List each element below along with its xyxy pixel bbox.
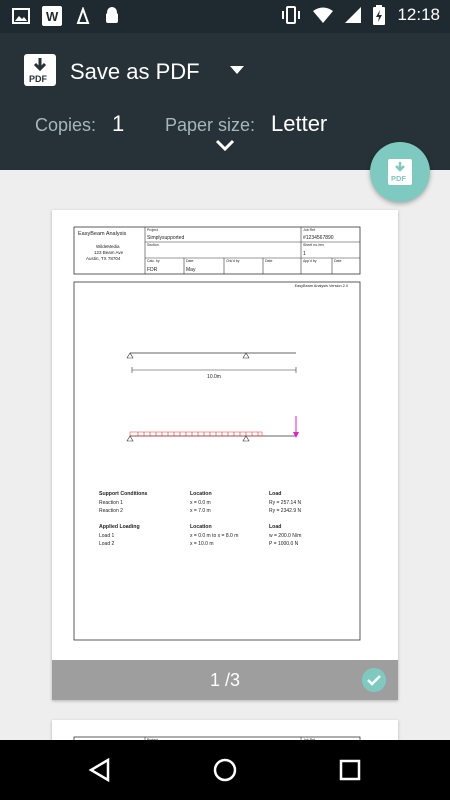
page-indicator: 1 /3 <box>209 670 241 690</box>
clock: 12:18 <box>397 5 440 24</box>
svg-text:x = 0.0 m to x = 8.0 m: x = 0.0 m to x = 8.0 m <box>190 533 239 539</box>
address-line-3: Austin, TX 78704 <box>86 256 121 261</box>
copies-value[interactable]: 1 <box>112 111 125 136</box>
signal-icon <box>345 7 361 23</box>
check-icon[interactable] <box>362 668 386 692</box>
svg-text:Ry = 257.14 N: Ry = 257.14 N <box>269 500 302 506</box>
status-bar <box>0 0 450 33</box>
image-icon <box>12 8 30 24</box>
project-label: Project <box>147 228 158 232</box>
w-app-icon <box>42 6 62 26</box>
date2-label: Date <box>265 259 273 263</box>
distributed-load <box>138 432 258 436</box>
vibrate-icon <box>281 6 301 24</box>
job-value: #1234567890 <box>303 235 334 241</box>
recents-icon[interactable] <box>339 758 361 782</box>
svg-text:Support Conditions: Support Conditions <box>99 491 148 497</box>
svg-text:W: W <box>46 9 59 24</box>
section-label: Section <box>147 243 159 247</box>
svg-text:Load: Load <box>269 524 282 530</box>
company-name: EasyBeam Analysis <box>78 231 127 237</box>
battery-icon <box>373 5 385 25</box>
svg-text:PDF: PDF <box>391 174 406 183</box>
calc-value: FDR <box>147 267 158 273</box>
svg-text:Location: Location <box>190 491 212 497</box>
navigation-bar <box>0 740 450 800</box>
job-label: Job Ref. <box>303 228 317 232</box>
copies-label: Copies: <box>35 115 97 135</box>
sheet-value: 1 <box>303 251 306 257</box>
date-label: Date <box>186 259 194 263</box>
svg-text:Applied Loading: Applied Loading <box>99 524 140 530</box>
svg-text:Load 2: Load 2 <box>99 541 115 547</box>
svg-text:x = 10.0 m: x = 10.0 m <box>190 541 214 547</box>
date3-label: Date <box>334 259 342 263</box>
wifi-icon <box>313 7 333 23</box>
svg-text:Load 1: Load 1 <box>99 533 115 539</box>
svg-text:Ry = 2342.9 N: Ry = 2342.9 N <box>269 508 302 514</box>
pdf-file-icon <box>24 54 56 86</box>
address-line-1: WildeMedia <box>96 244 120 249</box>
back-icon[interactable] <box>88 758 110 782</box>
sheet-label: Sheet no./rev. <box>303 243 325 247</box>
address-line-2: 123 Beam Ave <box>94 250 124 255</box>
chevron-down-icon[interactable] <box>215 139 235 151</box>
svg-text:PDF: PDF <box>29 74 47 84</box>
svg-text:Reaction 1: Reaction 1 <box>99 500 123 506</box>
svg-text:P = 1000.0 N: P = 1000.0 N <box>269 541 299 547</box>
svg-text:x = 0.0 m: x = 0.0 m <box>190 500 211 506</box>
date-value: May <box>186 267 196 273</box>
page-footer <box>52 660 398 700</box>
cloud-icon <box>74 7 92 25</box>
svg-text:w = 200.0 N/m: w = 200.0 N/m <box>269 533 302 539</box>
paper-size-label: Paper size: <box>165 115 256 135</box>
checked-label: Chk'd by <box>226 259 240 263</box>
pdf-download-icon <box>388 159 412 185</box>
span-label: 10.0m <box>207 374 221 380</box>
dropdown-arrow-icon[interactable] <box>230 66 244 74</box>
svg-text:x = 7.0 m: x = 7.0 m <box>190 508 211 514</box>
document-page <box>52 210 398 660</box>
calc-label: Calc. by <box>147 259 160 263</box>
home-icon[interactable] <box>213 758 237 782</box>
project-value: Simplysupported <box>147 235 185 241</box>
android-icon <box>104 7 120 25</box>
svg-text:Location: Location <box>190 524 212 530</box>
version-label: EasyBeam Analysis Version 2.0 <box>294 284 348 288</box>
download-pdf-button[interactable] <box>370 142 430 202</box>
destination-select[interactable]: Save as PDF <box>70 59 200 84</box>
paper-size-value[interactable]: Letter <box>271 111 328 136</box>
approved-label: App'd by <box>303 259 317 263</box>
svg-text:Load: Load <box>269 491 282 497</box>
svg-text:Reaction 2: Reaction 2 <box>99 508 123 514</box>
page-preview-1[interactable] <box>52 210 398 700</box>
